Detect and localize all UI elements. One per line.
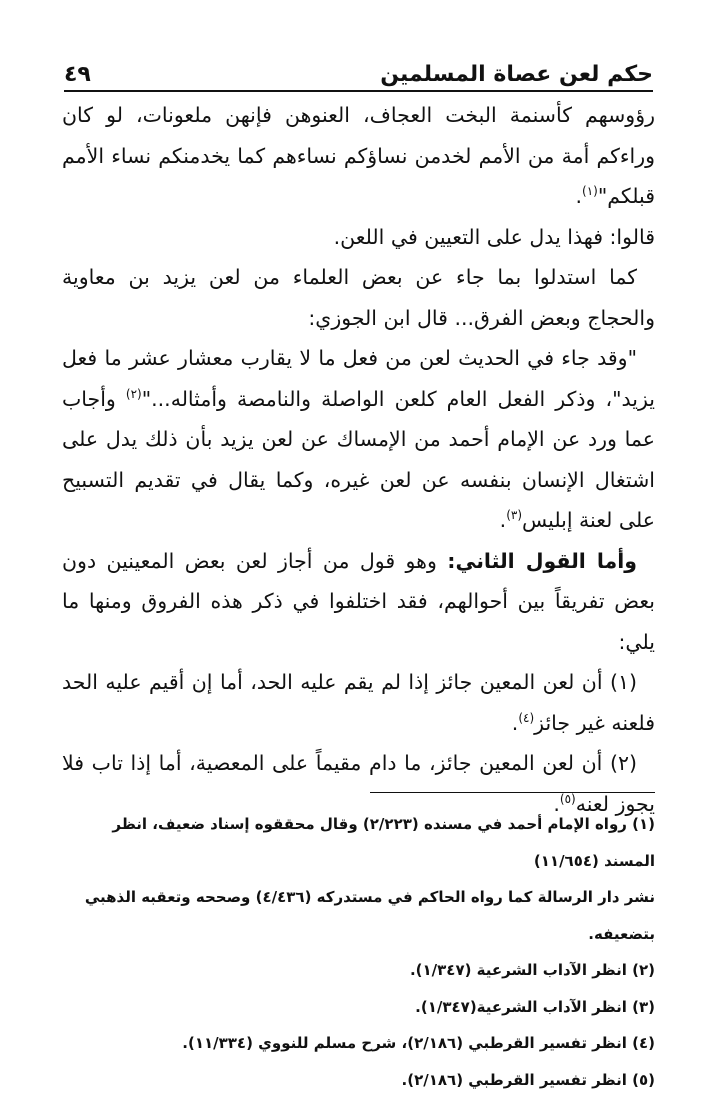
paragraph-4-end: . [499,508,507,532]
page-header [64,56,653,92]
footnote-ref-5: (٥) [559,791,576,806]
footnote-1-continued: نشر دار الرسالة كما رواه الحاكم في مستدركه (٤/٤٣٦) وصححه وتعقبه الذهبي بتضعيفه. [84,888,655,943]
list-item-2-text: (٢) أن لعن المعين جائز، ما دام مقيماً على المعصية، أما إذا تاب فلا يجوز لعنه [62,751,655,816]
second-opinion-heading: وأما القول الثاني: [447,548,637,573]
paragraph-5-text: وهو قول من أجاز لعن بعض المعينين دون بعض تفريقاً بين أحوالهم، فقد اختلفوا في ذكر هذه الفروق ومنها ما يلي: [62,548,655,654]
footnote-4: (٤) انظر تفسير القرطبي (٢/١٨٦)، شرح مسلم للنووي (١١/٣٣٤). [182,1034,655,1052]
list-item-1 [62,662,655,743]
list-item-1-end: . [511,710,519,735]
running-title: حكم لعن عصاة المسلمين [380,62,653,87]
footnote-ref-3: (٣) [506,508,523,523]
footnote-3: (٣) انظر الآداب الشرعية(١/٣٤٧). [415,997,655,1016]
footnote-separator [370,792,655,793]
footnote-ref-4: (٤) [518,710,535,725]
paragraph-4 [62,338,655,541]
paragraph-5 [62,541,655,663]
page-number: ٤٩ [64,62,91,87]
footnotes [62,806,655,1098]
paragraph-3: كما استدلوا بما جاء عن بعض العلماء من لعن يزيد بن معاوية والحجاج وبعض الفرق... قال ابن الجوزي: [62,265,655,330]
list-item-2-end: . [553,791,560,816]
footnote-1: (١) رواه الإمام أحمد في مسنده (٢/٢٢٣) وقال محققوه إسناد ضعيف، انظر المسند (١١/٦٥٤) [112,815,655,870]
paragraph-1-end: . [575,184,582,208]
footnote-ref-2: (٢) [125,386,142,401]
footnote-2: (٢) انظر الآداب الشرعية (١/٣٤٧). [409,961,655,979]
paragraph-4-continued: وأجاب عما ورد عن الإمام أحمد من الإمساك عن لعن يزيد بأن ذلك يدل على اشتغال الإنسان بنفسه عن لعن غيره، وكما يقال في تقديم التسبيح على لعنة إبليس [62,386,655,532]
list-item-1-text: (١) أن لعن المعين جائز إذا لم يقم عليه الحد، أما إن أقيم عليه الحد فلعنه غير جائز [62,670,655,735]
quote-ibn-aljawzi: "وقد جاء في الحديث لعن من فعل ما لا يقارب معشار عشر ما فعل يزيد"، وذكر الفعل العام كلعن الواصلة والنامصة وأمثاله..." [62,346,655,411]
paragraph-1-text: رؤوسهم كأسنمة البخت العجاف، العنوهن فإنهن ملعونات، لو كان وراءكم أمة من الأمم لخدمن نساؤكم نساءهم كما يخدمنكم نساء الأمم قبلكم" [62,103,655,208]
footnote-5: (٥) انظر تفسير القرطبي (٢/١٨٦). [401,1070,655,1089]
footnote-ref-1: (١) [582,184,598,199]
paragraph-1 [62,95,655,217]
paragraph-2: قالوا: فهذا يدل على التعيين في اللعن. [333,224,655,249]
main-text [62,95,655,824]
